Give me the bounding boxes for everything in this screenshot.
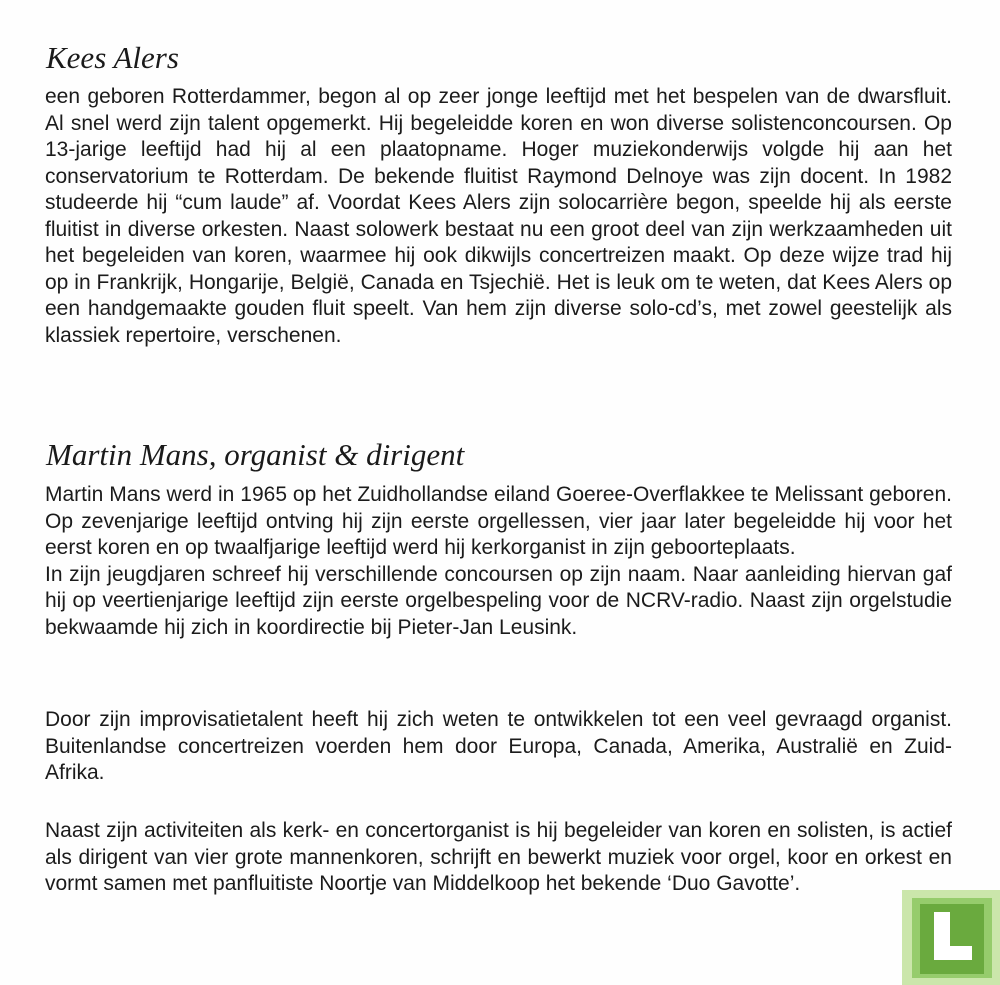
paragraph-martin-mans-improvisation: Door zijn improvisatietalent heeft hij zich weten te ontwikkelen tot een veel gevraagd organist. Buitenlandse concertreizen voerden hem door Europa, Canada, Amerika, Australië en Zuid-Afrika. — [45, 708, 952, 784]
section-heading-martin-mans: Martin Mans, organist & dirigent — [46, 437, 465, 472]
section-heading-kees-alers: Kees Alers — [46, 40, 179, 75]
paragraph-kees-alers-bio: een geboren Rotterdammer, begon al op zeer jonge leeftijd met het bespelen van de dwarsfluit. Al snel werd zijn talent opgemerkt. Hij begeleidde koren en won diverse solistenconcoursen. Op 13-jarige leeftijd had hij al een plaatopname. Hoger muziekonderwijs volgde hij aan het conservatorium te Rotterdam. De bekende fluitist Raymond Delnoye was zijn docent. In 1982 studeerde hij “cum laude” af. Voordat Kees Alers zijn solocarrière begon, speelde hij als eerste fluitist in diverse orkesten. Naast solowerk bestaat nu een groot deel van zijn werkzaamheden uit het begeleiden van koren, waarmee hij ook dikwijls concertreizen maakt. Op deze wijze trad hij op in Frankrijk, Hongarije, België, Canada en Tsjechië. Het is leuk om te weten, dat Kees Alers op een handgemaakte gouden fluit speelt. Van hem zijn diverse solo-cd’s, met zowel geestelijk als klassiek repertoire, verschenen. — [45, 85, 952, 347]
letter-l-logo-icon — [902, 890, 1000, 985]
paragraph-martin-mans-early-life: Martin Mans werd in 1965 op het Zuidhollandse eiland Goeree-Overflakkee te Melissant geboren. Op zevenjarige leeftijd ontving hij zijn eerste orgellessen, vier jaar later begeleidde hij voor het eerst koren en op twaalfjarige leeftijd werd hij kerkorganist in zijn geboorteplaats. In zijn jeugdjaren schreef hij verschillende concoursen op zijn naam. Naar aanleiding hiervan gaf hij op veertienjarige leeftijd zijn eerste orgelbespeling voor de NCRV-radio. Naast zijn orgelstudie bekwaamde hij zich in koordirectie bij Pieter-Jan Leusink. — [45, 483, 952, 639]
paragraph-martin-mans-activities: Naast zijn activiteiten als kerk- en concertorganist is hij begeleider van koren en solisten, is actief als dirigent van vier grote mannenkoren, schrijft en bewerkt muziek voor orgel, koor en orkest en vormt samen met panfluitiste Noortje van Middelkoop het bekende ‘Duo Gavotte’. — [45, 819, 952, 895]
